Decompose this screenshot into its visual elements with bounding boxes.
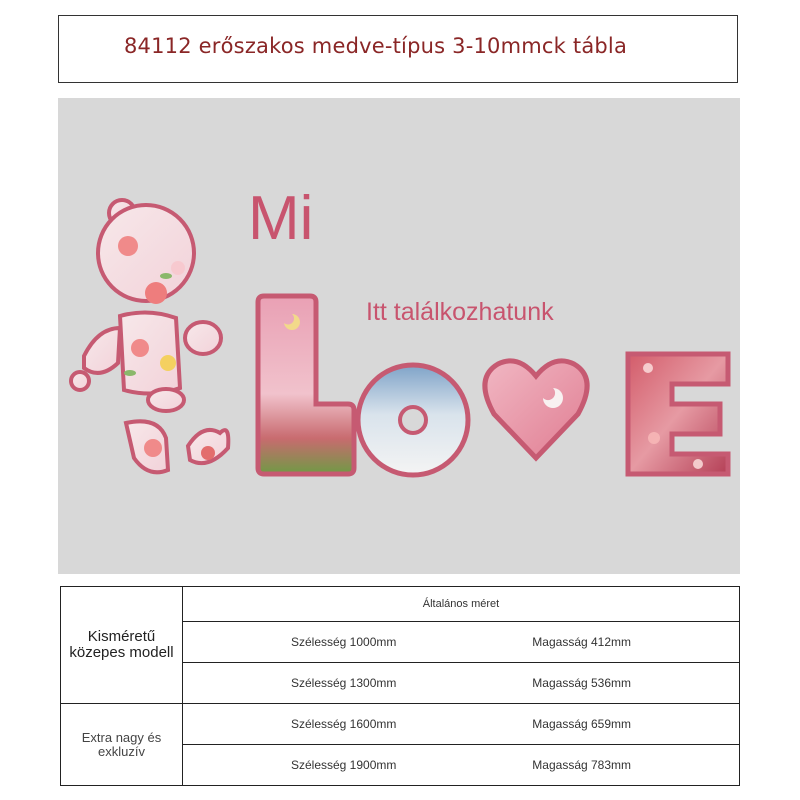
bear-figure: [71, 200, 228, 472]
product-image: [58, 98, 740, 574]
letter-e: [628, 354, 728, 474]
width-value: Szélesség 1300mm: [290, 676, 397, 691]
letter-v-heart: [485, 361, 587, 458]
love-sign-illustration: [58, 98, 740, 574]
word-mi: Mi: [248, 184, 314, 253]
width-value: Szélesség 1600mm: [290, 717, 397, 732]
table-row: [61, 704, 740, 745]
width-value: Szélesség 1900mm: [290, 758, 397, 773]
model-label-xl: Extra nagy és exkluzív: [61, 704, 183, 786]
letter-l: [258, 296, 354, 474]
height-value: Magasság 659mm: [532, 717, 632, 732]
size-table: [60, 586, 740, 786]
page-title: 84112 erőszakos medve-típus 3-10mmck tábla: [124, 34, 628, 58]
height-value: Magasság 536mm: [532, 676, 632, 691]
height-value: Magasság 412mm: [532, 635, 632, 650]
width-value: Szélesség 1000mm: [290, 635, 397, 650]
table-row: [61, 587, 740, 622]
model-label-small: Kisméretű közepes modell: [61, 587, 183, 704]
table-header: Általános méret: [183, 587, 740, 622]
tagline: Itt találkozhatunk: [366, 298, 554, 326]
title-box: [58, 15, 738, 83]
height-value: Magasság 783mm: [532, 758, 632, 773]
